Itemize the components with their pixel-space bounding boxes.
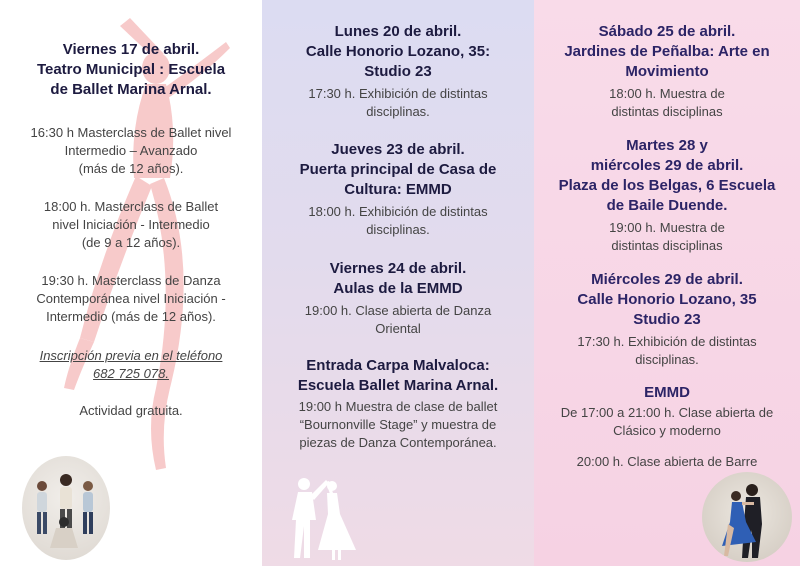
event-barre — [534, 453, 800, 471]
registration-note — [0, 347, 262, 383]
tango-couple-icon — [702, 472, 792, 562]
text-line: 18:00 h. Exhibición de distintas — [308, 204, 488, 219]
heading-line: Jueves 23 de abril. — [331, 141, 465, 158]
text-line: distintas disciplinas — [611, 104, 723, 119]
text-line: 16:30 h Masterclass de Ballet nivel — [30, 125, 232, 140]
text-line: nivel Iniciación - Intermedio — [52, 217, 210, 232]
heading-line: Miércoles 29 de abril. — [591, 271, 743, 288]
masterclass-item — [0, 272, 262, 326]
event-monday-20 — [262, 22, 534, 121]
column-right — [534, 0, 800, 566]
heading-line: Entrada Carpa Malvaloca: — [306, 357, 490, 374]
heading-line: Puerta principal de Casa de — [299, 161, 497, 178]
heading-line: Studio 23 — [364, 63, 432, 80]
text-line: “Bournonville Stage” y muestra de — [299, 417, 497, 432]
text-line: disciplinas. — [635, 352, 699, 367]
column-middle — [262, 0, 534, 566]
masterclass-item — [0, 124, 262, 178]
heading-line: Sábado 25 de abril. — [598, 23, 736, 40]
text-line: Intermedio (más de 12 años). — [46, 309, 216, 324]
heading-line: Plaza de los Belgas, 6 Escuela — [558, 177, 776, 194]
heading-line: Teatro Municipal : Escuela — [36, 61, 226, 78]
heading-line: miércoles 29 de abril. — [590, 157, 744, 174]
text-line: (más de 12 años). — [78, 161, 184, 176]
heading-line: Lunes 20 de abril. — [334, 23, 462, 40]
masterclass-item — [0, 198, 262, 252]
event-tuesday-28 — [534, 136, 800, 255]
text-line: 17:30 h. Exhibición de distintas — [577, 334, 757, 349]
text-line: 19:00 h. Muestra de — [609, 220, 725, 235]
registration-line: Inscripción previa en el teléfono — [39, 348, 223, 363]
hiphop-dancers-photo — [22, 456, 110, 560]
text-line: De 17:00 a 21:00 h. Clase abierta de — [560, 405, 774, 420]
text-line: 18:00 h. Masterclass de Ballet — [43, 199, 219, 214]
heading-line: Studio 23 — [633, 311, 701, 328]
heading-line: Martes 28 y — [626, 137, 708, 154]
text-line: Contemporánea nivel Iniciación - — [36, 291, 226, 306]
heading-line: Viernes 24 de abril. — [329, 260, 467, 277]
text-line: 19:00 h. Clase abierta de Danza — [304, 303, 492, 318]
free-activity — [0, 402, 262, 420]
text-line: Intermedio – Avanzado — [64, 143, 198, 158]
heading-line: Calle Honorio Lozano, 35 — [577, 291, 757, 308]
heading-line: Jardines de Peñalba: Arte en — [564, 43, 770, 60]
text-line: disciplinas. — [366, 104, 430, 119]
event-friday-24 — [262, 259, 534, 338]
tango-dancers-photo — [702, 472, 792, 562]
text-line: Clásico y moderno — [613, 423, 721, 438]
heading-line: Cultura: EMMD — [344, 181, 452, 198]
text-line: 18:00 h. Muestra de — [609, 86, 725, 101]
event-carpa-malvaloca — [262, 356, 534, 452]
event-wednesday-29 — [534, 270, 800, 369]
event-saturday-25 — [534, 22, 800, 121]
event-friday-17-heading — [0, 40, 262, 100]
heading-line: de Baile Duende. — [606, 197, 728, 214]
free-activity-text: Actividad gratuita. — [79, 403, 183, 418]
text-line: 20:00 h. Clase abierta de Barre — [576, 454, 758, 469]
dancers-group-icon — [22, 456, 110, 560]
heading-line: de Ballet Marina Arnal. — [50, 81, 212, 98]
phone-number[interactable]: 682 725 078. — [93, 366, 169, 381]
text-line: Oriental — [375, 321, 421, 336]
text-line: disciplinas. — [366, 222, 430, 237]
text-line: 19:00 h Muestra de clase de ballet — [298, 399, 498, 414]
heading-line: Movimiento — [625, 63, 709, 80]
text-line: distintas disciplinas — [611, 238, 723, 253]
heading-line: Aulas de la EMMD — [333, 280, 463, 297]
heading-line: EMMD — [644, 384, 690, 401]
text-line: piezas de Danza Contemporánea. — [299, 435, 497, 450]
heading-line: Viernes 17 de abril. — [62, 41, 200, 58]
text-line: 17:30 h. Exhibición de distintas — [308, 86, 488, 101]
dancing-couple-icon — [280, 470, 360, 562]
event-thursday-23 — [262, 140, 534, 239]
heading-line: Calle Honorio Lozano, 35: — [305, 43, 491, 60]
column-left — [0, 0, 262, 566]
heading-line: Escuela Ballet Marina Arnal. — [297, 377, 499, 394]
text-line: 19:30 h. Masterclass de Danza — [41, 273, 221, 288]
event-emmd — [534, 383, 800, 440]
text-line: (de 9 a 12 años). — [81, 235, 181, 250]
